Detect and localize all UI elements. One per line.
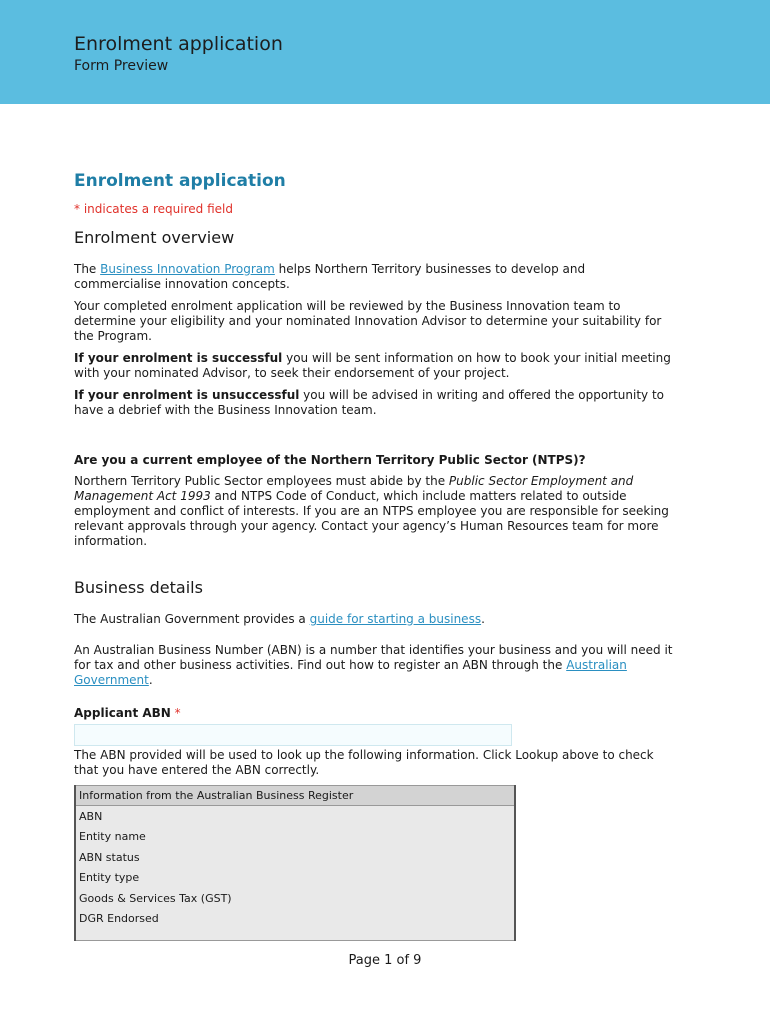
header-banner	[0, 0, 770, 104]
abr-row-abn: ABN	[75, 806, 515, 827]
banner-title: Enrolment application	[74, 33, 283, 55]
business-paragraph-2: An Australian Business Number (ABN) is a number that identifies your business and you will need it for tax and other business activities. Find out how to register an ABN through the Australian Government.	[74, 643, 673, 687]
required-field-note: * indicates a required field	[74, 202, 233, 216]
abr-table-header: Information from the Australian Business Register	[75, 786, 515, 806]
business-innovation-program-link[interactable]: Business Innovation Program	[100, 262, 275, 276]
required-asterisk: *	[174, 706, 181, 720]
australian-government-link[interactable]: Australian Government	[74, 658, 627, 687]
starting-business-guide-link[interactable]: guide for starting a business	[309, 612, 482, 626]
abr-row-abn-status: ABN status	[75, 847, 515, 868]
form-content	[74, 168, 674, 941]
overview-paragraph-1: The Business Innovation Program helps Northern Territory businesses to develop and commercialise innovation concepts.	[74, 262, 586, 291]
overview-paragraph-3: If your enrolment is successful you will be sent information on how to book your initial meeting with your nominated Advisor, to seek their endorsement of your project.	[74, 351, 671, 380]
business-paragraph-1: The Australian Government provides a guide for starting a business.	[74, 612, 485, 626]
ntps-question: Are you a current employee of the Northern Territory Public Sector (NTPS)?	[74, 453, 586, 467]
abn-input[interactable]	[74, 724, 512, 746]
overview-heading: Enrolment overview	[74, 228, 235, 247]
abr-row-gst: Goods & Services Tax (GST)	[75, 888, 515, 909]
abr-table-bottom	[75, 929, 515, 941]
business-details-heading: Business details	[74, 578, 203, 597]
overview-paragraph-2: Your completed enrolment application will be reviewed by the Business Innovation team to determine your eligibility and your nominated Innovation Advisor to determine your suitability for the Program.	[74, 299, 662, 343]
banner-subtitle: Form Preview	[74, 58, 169, 74]
abr-information-table	[74, 785, 516, 941]
form-title: Enrolment application	[74, 171, 286, 191]
ntps-paragraph: Northern Territory Public Sector employees must abide by the Public Sector Employment and Management Act 1993 and NTPS Code of Conduct, which include matters related to outside employment and conflict of interests. If you are an NTPS employee you are responsible for seeking relevant approvals through your agency. Contact your agency’s Human Resources team for more information.	[74, 474, 669, 548]
abr-row-entity-name: Entity name	[75, 827, 515, 848]
abn-note: The ABN provided will be used to look up the following information. Click Lookup above to check that you have entered the ABN correctly.	[74, 748, 654, 777]
abn-label: Applicant ABN *	[74, 706, 181, 720]
page-number: Page 1 of 9	[348, 953, 422, 968]
abr-row-dgr-endorsed: DGR Endorsed	[75, 909, 515, 930]
abr-row-entity-type: Entity type	[75, 868, 515, 889]
overview-paragraph-4: If your enrolment is unsuccessful you will be advised in writing and offered the opportunity to have a debrief with the Business Innovation team.	[74, 388, 665, 417]
